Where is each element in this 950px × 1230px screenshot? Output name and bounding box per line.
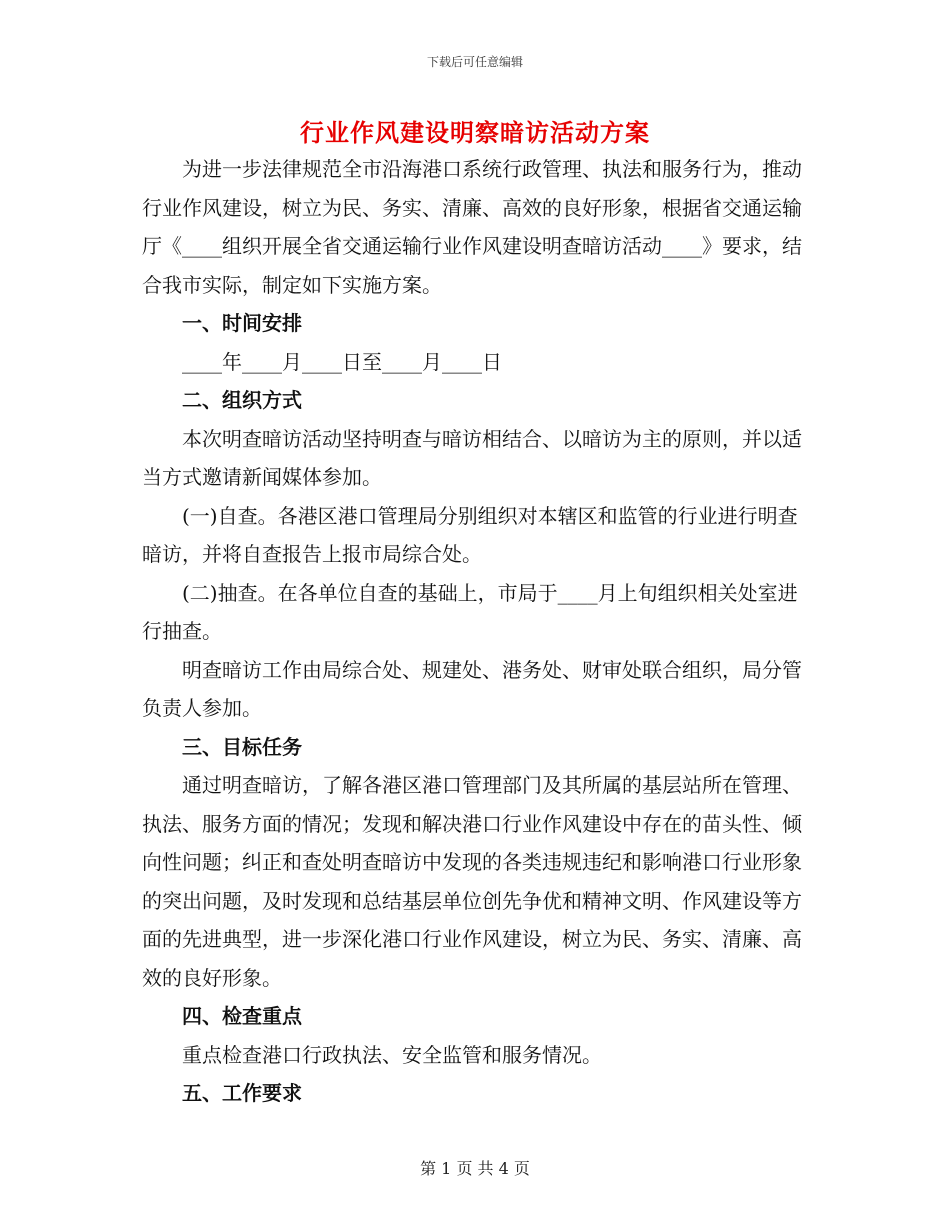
section-heading-focus: 四、检查重点 bbox=[182, 1004, 302, 1028]
goals-paragraph: 通过明查暗访，了解各港区港口管理部门及其所属的基层站所在管理、执法、服务方面的情况；发现和解决港口行业作风建设中存在的苗头性、倾向性问题；纠正和查处明查暗访中发现的各类违规违纪和影响港口行业形象的突出问题，及时发现和总结基层单位创先争优和精神文明、作风建设等方面的先进典型，进一步深化港口行业作风建设，树立为民、务实、清廉、高效的良好形象。 bbox=[142, 773, 802, 990]
document-title: 行业作风建设明察暗访活动方案 bbox=[300, 118, 650, 147]
organization-paragraph-1: 本次明查暗访活动坚持明查与暗访相结合、以暗访为主的原则，并以适当方式邀请新闻媒体参加。 bbox=[142, 426, 802, 489]
intro-paragraph: 为进一步法律规范全市沿海港口系统行政管理、执法和服务行为，推动行业作风建设，树立为民、务实、清廉、高效的良好形象，根据省交通运输厅《____组织开展全省交通运输行业作风建设明查暗访活动____》要求，结合我市实际，制定如下实施方案。 bbox=[142, 157, 802, 297]
section-heading-schedule: 一、时间安排 bbox=[182, 311, 302, 335]
section-heading-requirements: 五、工作要求 bbox=[182, 1081, 302, 1105]
organization-paragraph-2: (一)自查。各港区港口管理局分别组织对本辖区和监管的行业进行明查暗访，并将自查报告上报市局综合处。 bbox=[142, 503, 798, 566]
document-body bbox=[142, 150, 808, 1113]
organization-paragraph-3: (二)抽查。在各单位自查的基础上，市局于____月上旬组织相关处室进行抽查。 bbox=[142, 580, 798, 643]
section-heading-goals: 三、目标任务 bbox=[182, 734, 302, 759]
focus-paragraph: 重点检查港口行政执法、安全监管和服务情况。 bbox=[182, 1042, 602, 1067]
schedule-text: ____年____月____日至____月____日 bbox=[182, 349, 502, 374]
organization-paragraph-4: 明查暗访工作由局综合处、规建处、港务处、财审处联合组织，局分管负责人参加。 bbox=[142, 657, 802, 720]
page-footer: 第 1 页 共 4 页 bbox=[420, 1159, 530, 1178]
section-heading-organization: 二、组织方式 bbox=[182, 388, 302, 412]
page-header-note: 下载后可任意编辑 bbox=[426, 55, 523, 69]
